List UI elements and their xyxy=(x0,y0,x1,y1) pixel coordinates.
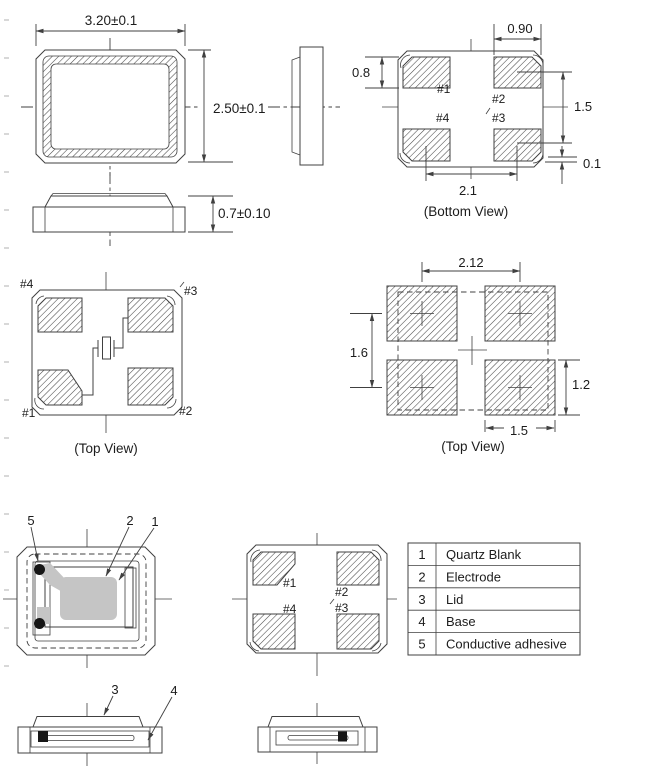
lid-profile xyxy=(45,196,173,207)
pad-2-top-right xyxy=(494,57,541,88)
dimension-width xyxy=(36,13,185,46)
pad-4-label: #4 xyxy=(20,277,34,291)
pad-4-label: #4 xyxy=(283,602,297,616)
pad-2-label: #2 xyxy=(179,404,193,418)
pad-4-bottom-left xyxy=(403,129,450,161)
pad-pitch-vertical-label: 1.5 xyxy=(574,99,593,114)
dimension-land-pitch-horizontal xyxy=(422,255,520,282)
land-pitch-horizontal-label: 2.12 xyxy=(458,255,484,270)
leader-line xyxy=(104,696,113,715)
pad-1-label: #1 xyxy=(283,576,297,590)
pad-3-top-right xyxy=(128,298,173,332)
height-dim-label: 2.50±0.1 xyxy=(213,101,266,116)
lid-edge-line xyxy=(292,57,300,155)
construction-bottom-view xyxy=(232,533,397,676)
lid-section xyxy=(33,717,143,728)
scan-tick-marks xyxy=(4,20,9,666)
package-side-view xyxy=(33,172,270,246)
adhesive-blob xyxy=(38,731,48,742)
pad-2-top-right xyxy=(337,552,379,585)
dimension-land-height xyxy=(558,360,590,415)
dimension-thickness xyxy=(188,196,270,232)
row-num: 4 xyxy=(418,614,426,630)
land-height-label: 1.2 xyxy=(572,377,591,392)
land-pitch-vertical-label: 1.6 xyxy=(349,345,368,360)
internal-top-view-caption: (Top View) xyxy=(74,441,138,456)
row-name: Quartz Blank xyxy=(446,547,522,562)
pad-3-bottom-right xyxy=(494,129,541,161)
conductive-adhesive-dot xyxy=(34,618,45,629)
dimension-pad-width xyxy=(494,21,541,55)
land-width-label: 1.5 xyxy=(509,423,529,438)
callout-1-label: 1 xyxy=(151,514,159,529)
package-outline xyxy=(36,50,185,163)
conductive-adhesive-dot xyxy=(34,564,45,575)
dimension-land-width xyxy=(485,420,555,438)
row-num: 1 xyxy=(418,547,426,562)
pad-4-bottom-left xyxy=(253,614,295,649)
base-profile xyxy=(33,207,185,232)
side-section-right xyxy=(258,703,377,764)
bottom-view-caption: (Bottom View) xyxy=(423,204,509,219)
row-num: 2 xyxy=(418,569,426,585)
construction-top-view xyxy=(3,513,172,668)
end-profile xyxy=(300,47,323,165)
thickness-dim-label: 0.7±0.10 xyxy=(218,206,271,221)
dimension-height xyxy=(188,50,265,162)
row-name: Electrode xyxy=(446,569,501,585)
pad-3-label: #3 xyxy=(184,284,198,298)
center-cross xyxy=(458,336,487,365)
pad-4-label: #4 xyxy=(436,111,450,125)
pad-3-label: #3 xyxy=(335,601,349,615)
dimension-pad-height xyxy=(352,57,399,88)
internal-top-view xyxy=(20,272,198,456)
land-pattern-caption: (Top View) xyxy=(441,439,505,454)
pad-2-label: #2 xyxy=(335,585,349,599)
pad-3-bottom-right xyxy=(337,614,379,649)
callout-5-label: 5 xyxy=(27,513,35,528)
row-name: Lid xyxy=(446,591,464,607)
pad-1-label: #1 xyxy=(437,82,451,96)
pad-2-label: #2 xyxy=(492,92,506,106)
pad-4-top-left xyxy=(38,298,82,332)
legend-table xyxy=(408,543,580,655)
callout-3-label: 3 xyxy=(111,682,119,697)
lid-section xyxy=(268,717,363,728)
pad-edge-offset-label: 0.1 xyxy=(583,156,602,171)
pad-width-label: 0.90 xyxy=(507,21,533,36)
width-dim-label: 3.20±0.1 xyxy=(84,13,138,28)
bottom-view xyxy=(352,21,601,219)
dimension-pad-edge-offset xyxy=(545,146,601,184)
side-section-left xyxy=(18,682,178,766)
adhesive-blob xyxy=(338,732,347,742)
row-num: 3 xyxy=(418,591,426,607)
pad-pitch-horizontal-label: 2.1 xyxy=(458,183,478,198)
crystal-body xyxy=(103,337,111,359)
row-name: Conductive adhesive xyxy=(446,636,567,652)
package-top-view xyxy=(21,13,265,176)
pad-3-label: #3 xyxy=(492,111,506,125)
pad-2-bottom-right xyxy=(128,368,173,405)
electrode-area xyxy=(60,577,117,620)
callout-4-label: 4 xyxy=(170,683,178,698)
row-num: 5 xyxy=(418,636,426,652)
pad-1-label: #1 xyxy=(22,406,36,420)
pad-height-label: 0.8 xyxy=(352,65,371,80)
package-end-view xyxy=(268,47,340,165)
callout-2-label: 2 xyxy=(126,513,134,528)
dimension-land-pitch-vertical xyxy=(350,314,382,388)
land-pattern-view xyxy=(350,255,590,454)
row-name: Base xyxy=(446,614,476,630)
